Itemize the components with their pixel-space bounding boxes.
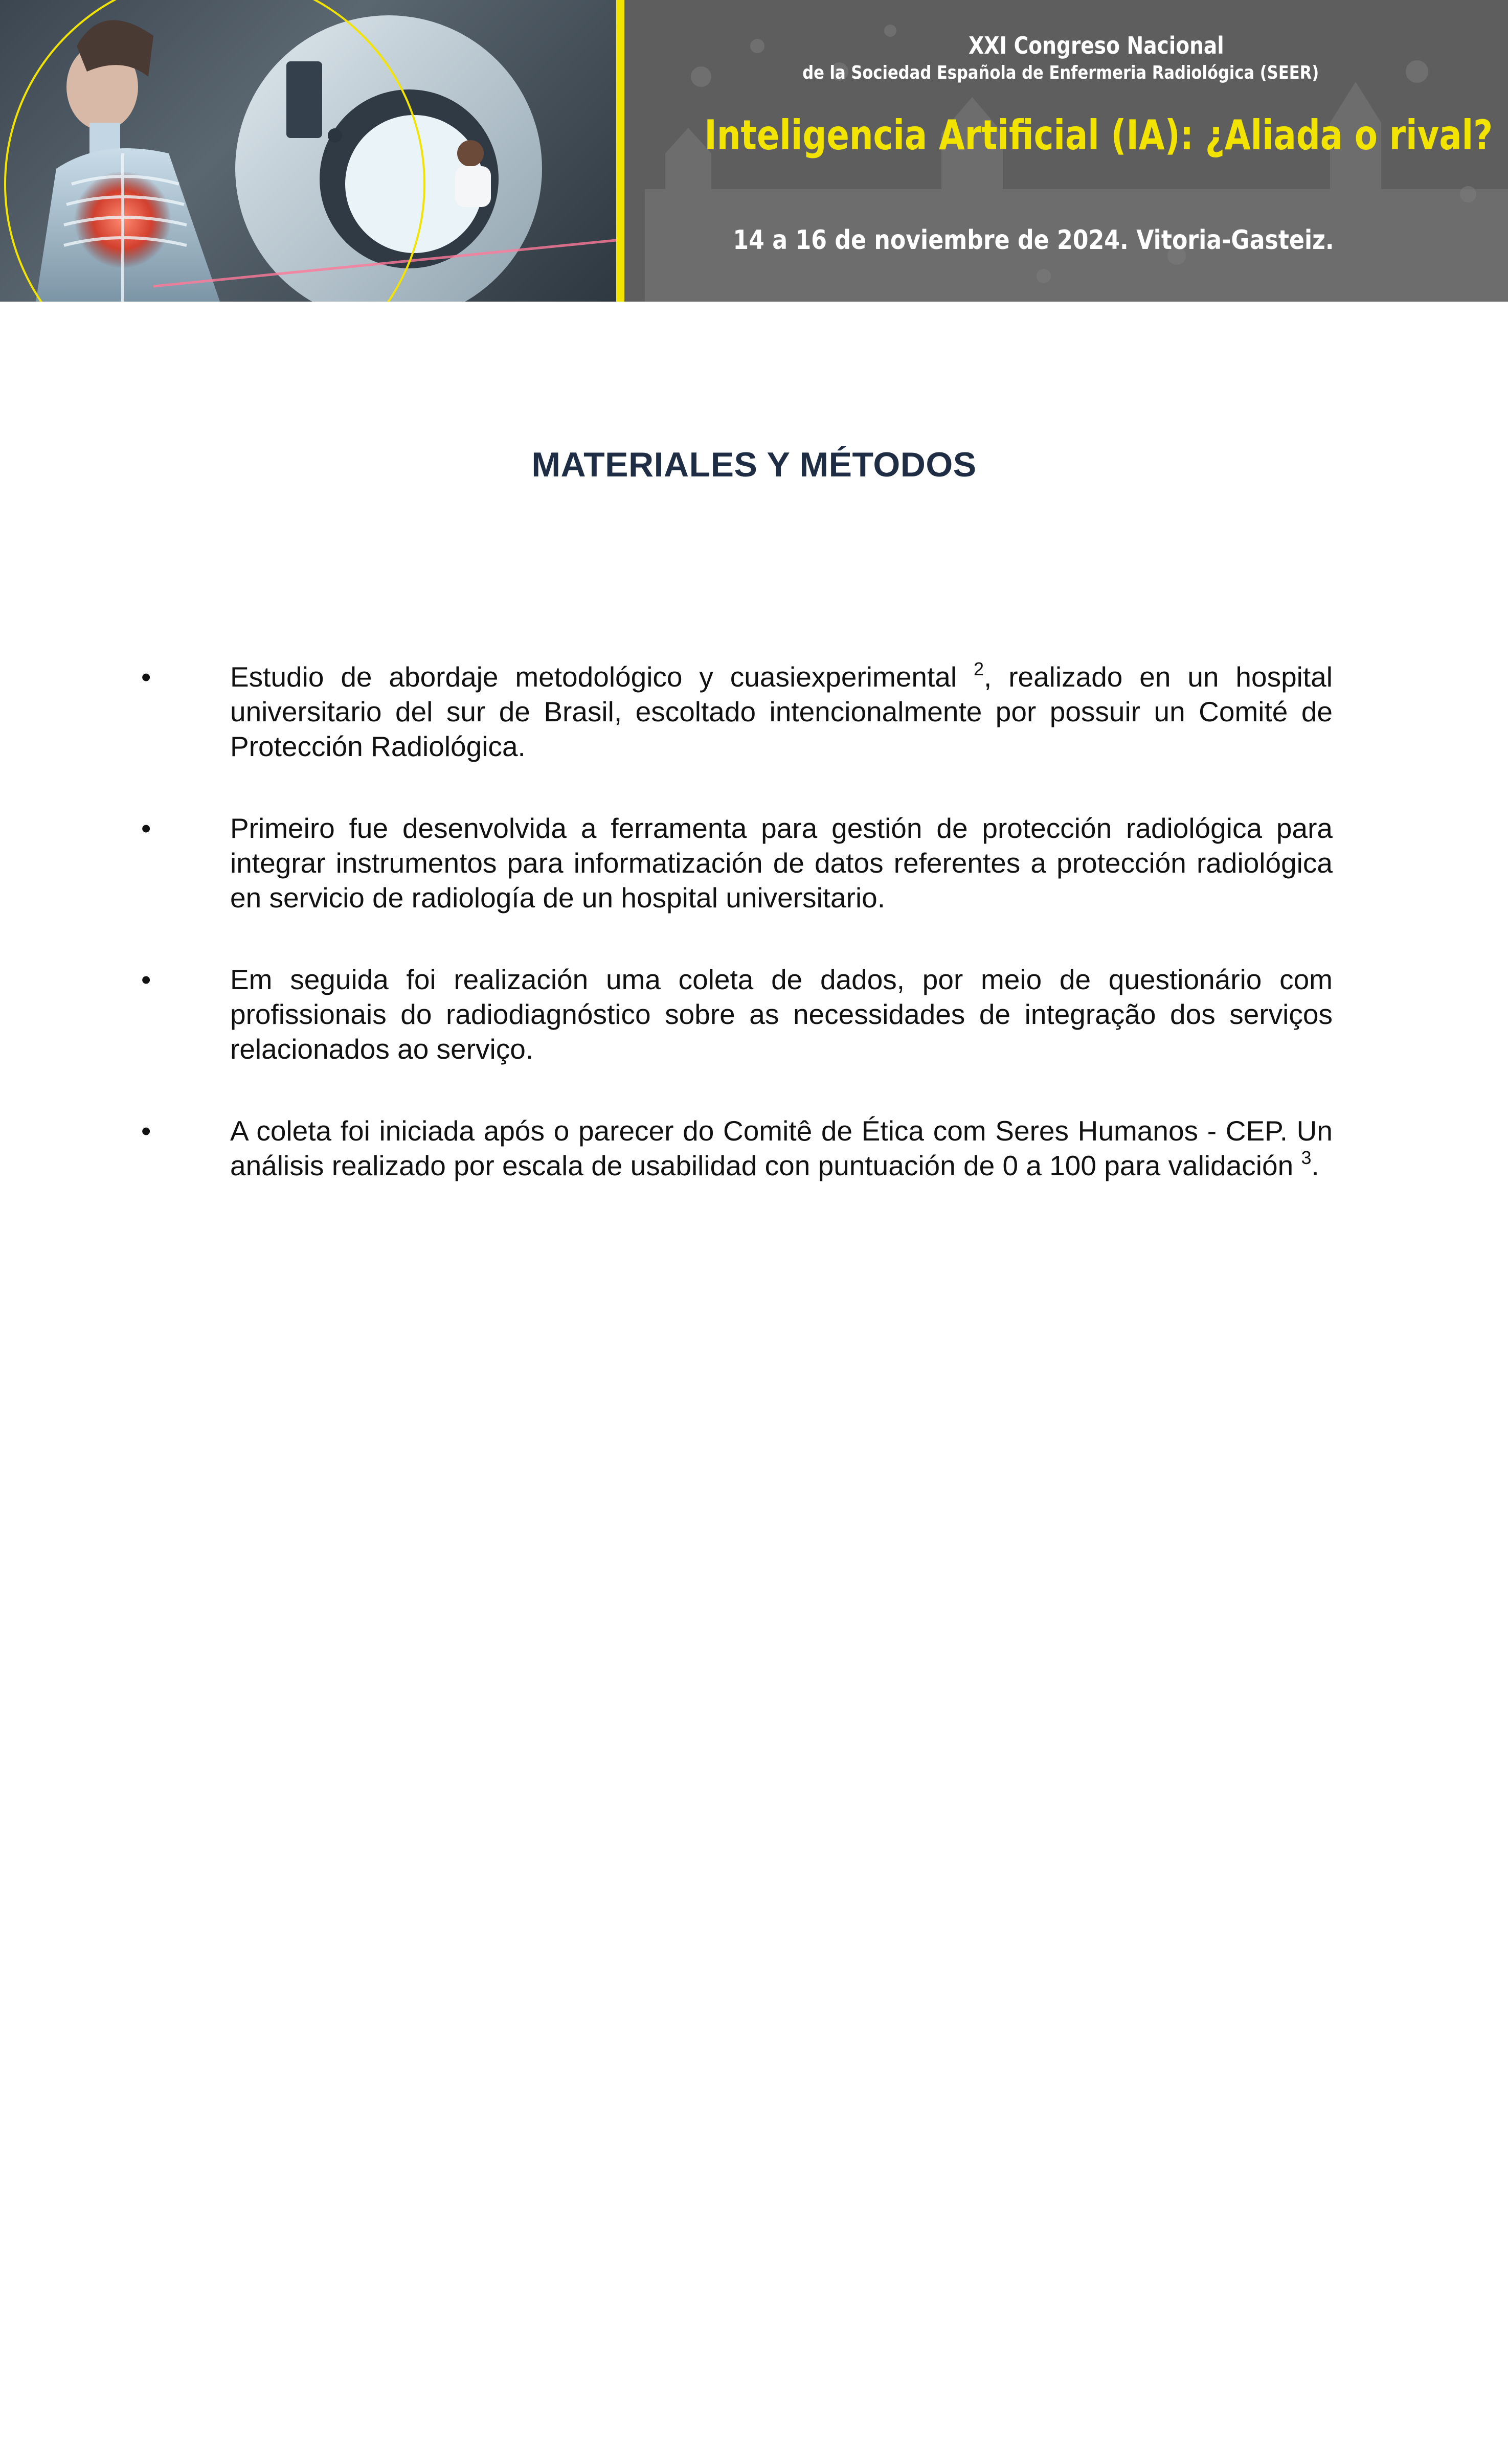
radiology-illustration <box>0 0 616 302</box>
list-item <box>141 962 1333 1066</box>
bullet-marker: • <box>141 964 151 995</box>
bullet-marker: • <box>141 1115 151 1147</box>
bullet-text: Primeiro fue desenvolvida a ferramenta para gestión de protección radiológica para integrar instrumentos para informatización de datos referentes a protección radiológica en servicio de radiología de un hospital universitario. <box>230 812 1333 914</box>
congress-dates: 14 a 16 de noviembre de 2024. Vitoria-Gasteiz. <box>733 225 1334 256</box>
bullet-text-continued: . <box>1311 1150 1319 1181</box>
banner-title-panel <box>624 0 1508 302</box>
congress-banner <box>0 0 1508 302</box>
bullet-text: Estudio de abordaje metodológico y cuasiexperimental <box>230 661 974 693</box>
bullet-marker: • <box>141 661 151 693</box>
bullet-text-continued: , realizado en un hospital universitario del sur de Brasil, escoltado intencionalmente por possuir un Comité de Protección Radiológica. <box>230 661 1333 762</box>
bullet-text: A coleta foi iniciada após o parecer do Comitê de Ética com Seres Humanos - CEP. Un análisis realizado por escala de usabilidad con puntuación de 0 a 100 para validación <box>230 1115 1333 1181</box>
reference-number: 2 <box>973 658 984 679</box>
methods-list <box>141 659 1333 1230</box>
bullet-marker: • <box>141 812 151 844</box>
section-title: MATERIALES Y MÉTODOS <box>531 445 977 484</box>
banner-divider <box>616 0 624 302</box>
reference-number: 3 <box>1301 1147 1312 1168</box>
list-item <box>141 659 1333 764</box>
list-item <box>141 1113 1333 1183</box>
congress-theme: Inteligencia Artificial (IA): ¿Aliada o rival? <box>704 111 1493 159</box>
society-name: de la Sociedad Española de Enfermeria Radiológica (SEER) <box>802 62 1319 83</box>
bullet-text: Em seguida foi realización uma coleta de dados, por meio de questionário com profissionais do radiodiagnóstico sobre as necessidades de integração dos serviços relacionados ao serviço. <box>230 964 1333 1065</box>
congress-name: XXI Congreso Nacional <box>969 32 1224 59</box>
banner-illustration <box>0 0 616 302</box>
list-item <box>141 811 1333 915</box>
